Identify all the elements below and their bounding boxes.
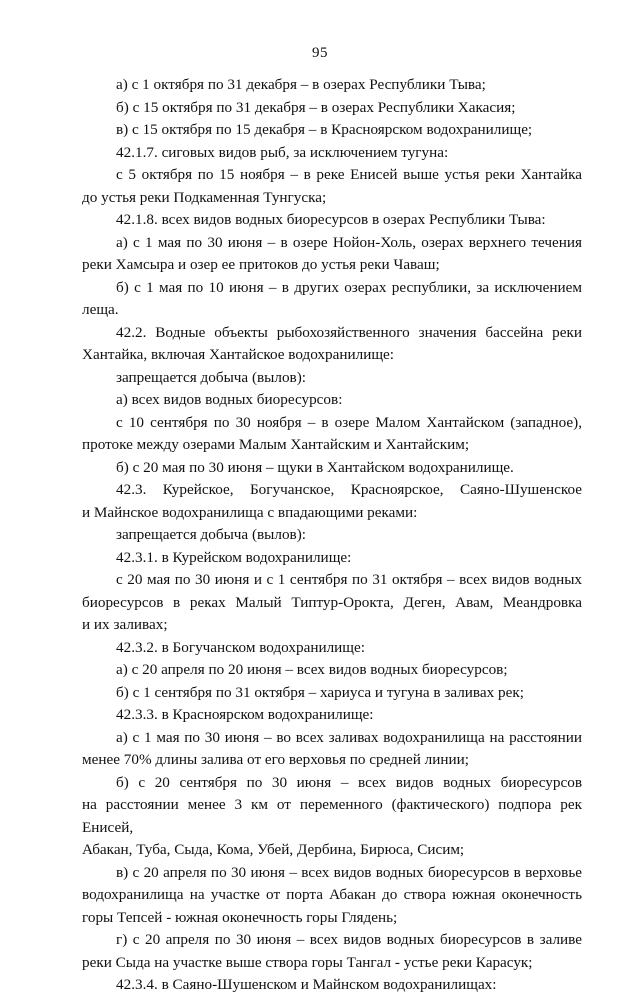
- paragraph: [82, 727, 582, 772]
- paragraph: [82, 524, 582, 547]
- paragraph-line: Хантайка, включая Хантайское водохранилище:: [82, 346, 394, 363]
- paragraph: [82, 389, 582, 412]
- paragraph: [82, 119, 582, 142]
- paragraph-line: горы Тепсей - южная оконечность горы Глядень;: [82, 908, 398, 926]
- paragraph-line: б) с 1 мая по 10 июня – в других озерах республики, за исключением: [116, 278, 582, 296]
- paragraph-line: с 5 октября по 15 ноября – в реке Енисей выше устья реки Хантайка: [116, 166, 582, 183]
- paragraph-line: г) с 20 апреля по 30 июня – всех видов водных биоресурсов в заливе: [116, 931, 582, 948]
- paragraph-line: с 10 сентября по 30 ноября – в озере Малом Хантайском (западное),: [116, 413, 582, 431]
- paragraph-line: 42.3.2. в Богучанском водохранилище:: [116, 638, 365, 656]
- paragraph: [82, 164, 582, 209]
- paragraph-line: запрещается добыча (вылов):: [116, 526, 307, 543]
- paragraph-line: а) с 1 мая по 30 июня – в озере Нойон-Холь, озерах верхнего течения: [116, 233, 582, 251]
- paragraph-line: а) с 1 мая по 30 июня – во всех заливах водохранилища на расстоянии: [116, 728, 582, 746]
- paragraph-line: до устья реки Подкаменная Тунгуска;: [82, 188, 327, 206]
- paragraph: [82, 479, 582, 524]
- page-number: 95: [312, 45, 328, 61]
- paragraph-line: запрещается добыча (вылов):: [116, 368, 307, 386]
- paragraph: [82, 929, 582, 974]
- paragraph: [82, 322, 582, 367]
- paragraph-line: реки Хамсыра и озер ее притоков до устья реки Чаваш;: [82, 256, 440, 273]
- paragraph-line: на расстоянии менее 3 км от переменного (фактического) подпора рек Енисей,: [82, 796, 582, 836]
- paragraph: [82, 142, 582, 165]
- paragraph-line: 42.1.8. всех видов водных биоресурсов в озерах Республики Тыва:: [116, 211, 546, 228]
- paragraph: [82, 637, 582, 660]
- paragraph-line: 42.2. Водные объекты рыбохозяйственного значения бассейна реки: [116, 323, 582, 341]
- paragraph-line: менее 70% длины залива от его верховья по средней линии;: [82, 751, 469, 768]
- paragraph: [82, 682, 582, 705]
- paragraph: [82, 74, 582, 97]
- paragraph-line: с 20 мая по 30 июня и с 1 сентября по 31 октября – всех видов водных: [116, 571, 582, 588]
- paragraph: [82, 209, 582, 232]
- paragraph: [82, 412, 582, 457]
- paragraph-line: 42.3.3. в Красноярском водохранилище:: [116, 706, 374, 723]
- paragraph-line: 42.1.7. сиговых видов рыб, за исключением тугуна:: [116, 143, 449, 161]
- paragraph-line: а) всех видов водных биоресурсов:: [116, 391, 343, 408]
- paragraph: [82, 659, 582, 682]
- paragraph-line: и их заливах;: [82, 616, 168, 633]
- paragraph: [82, 862, 582, 930]
- paragraph: [82, 974, 582, 997]
- paragraph: [82, 569, 582, 637]
- paragraph-line: 42.3. Курейское, Богучанское, Красноярское, Саяно-Шушенское: [116, 481, 582, 498]
- paragraph: [82, 277, 582, 322]
- paragraph: [82, 97, 582, 120]
- paragraph: [82, 704, 582, 727]
- paragraph: [82, 772, 582, 862]
- paragraph-line: реки Сыда на участке выше створа горы Тангал - устье реки Карасук;: [82, 953, 533, 971]
- paragraph-line: 42.3.1. в Курейском водохранилище:: [116, 548, 352, 566]
- paragraph: [82, 232, 582, 277]
- paragraph-line: водохранилища на участке от порта Абакан до створа южная оконечность: [82, 886, 582, 903]
- document-body: [82, 74, 582, 997]
- paragraph-line: леща.: [82, 301, 119, 318]
- paragraph-line: в) с 20 апреля по 30 июня – всех видов водных биоресурсов в верховье: [116, 863, 582, 881]
- paragraph-line: б) с 20 сентября по 30 июня – всех видов водных биоресурсов: [116, 773, 582, 791]
- paragraph: [82, 547, 582, 570]
- paragraph-line: а) с 1 октября по 31 декабря – в озерах Республики Тыва;: [116, 76, 486, 93]
- paragraph-line: б) с 1 сентября по 31 октября – хариуса и тугуна в заливах рек;: [116, 683, 524, 701]
- paragraph-line: и Майнское водохранилища с впадающими реками:: [82, 503, 418, 521]
- paragraph: [82, 457, 582, 480]
- paragraph-line: в) с 15 октября по 15 декабря – в Красноярском водохранилище;: [116, 121, 533, 138]
- paragraph: [82, 367, 582, 390]
- paragraph-line: б) с 15 октября по 31 декабря – в озерах Республики Хакасия;: [116, 98, 516, 116]
- paragraph-line: а) с 20 апреля по 20 июня – всех видов водных биоресурсов;: [116, 661, 508, 678]
- paragraph-line: Абакан, Туба, Сыда, Кома, Убей, Дербина, Бирюса, Сисим;: [82, 841, 465, 858]
- paragraph-line: 42.3.4. в Саяно-Шушенском и Майнском водохранилищах:: [116, 976, 497, 993]
- paragraph-line: протоке между озерами Малым Хантайским и Хантайским;: [82, 436, 470, 453]
- paragraph-line: б) с 20 мая по 30 июня – щуки в Хантайском водохранилище.: [116, 458, 514, 476]
- paragraph-line: биоресурсов в реках Малый Типтур-Орокта, Деген, Авам, Меандровка: [82, 593, 582, 611]
